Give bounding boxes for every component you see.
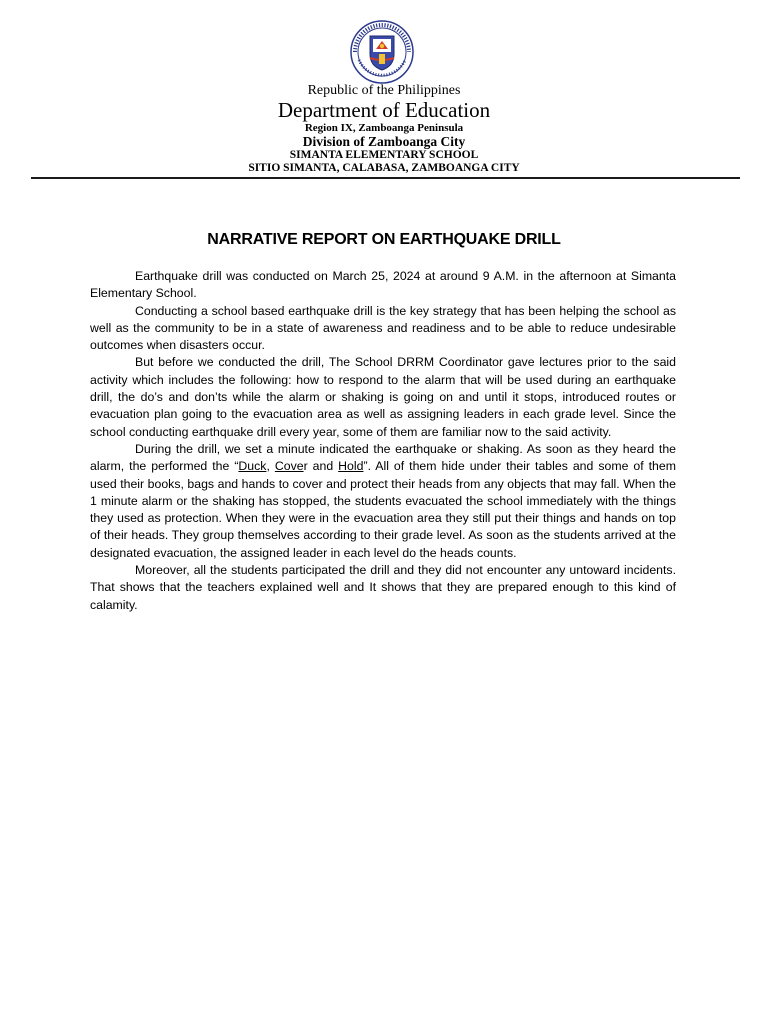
paragraph-4-separator: , [266, 459, 275, 474]
paragraph-3: But before we conducted the drill, The School DRRM Coordinator gave lectures prior to the said activity which includes the following: how to respond to the alarm that will be used during an earthquake drill, the do’s and don’ts while the alarm or shaking is going on and until it stops, introduced routes or evacuation plan going to the evacuation area as well as assigning leaders in each grade level. Since the school conducting earthquake drill every year, some of them are familiar now to the said activity. [90, 355, 676, 439]
paragraph-4 [90, 441, 676, 562]
report-body [90, 268, 676, 614]
cover-underlined-part: Cove [274, 459, 304, 474]
division-line: Division of Zamboanga City [302, 134, 466, 149]
paragraph-4-and: and [307, 459, 339, 474]
paragraph-4-text-start: During the drill, we set a minute indicated the earthquake or shaking. As soon as they heard the alarm, the performed the “ [90, 441, 676, 474]
school-name: SIMANTA ELEMENTARY SCHOOL [289, 149, 479, 161]
header-divider [31, 177, 740, 179]
region-line: Region IX, Zamboanga Peninsula [304, 122, 464, 134]
school-address: SITIO SIMANTA, CALABASA, ZAMBOANGA CITY [248, 162, 520, 174]
report-title: NARRATIVE REPORT ON EARTHQUAKE DRILL [207, 231, 561, 248]
deped-seal-logo [346, 20, 418, 84]
cover-last-letter: r [303, 459, 308, 474]
paragraph-4-text-end: ”. All of them hide under their tables and some of them used their books, bags and hands to cover and protect their heads from any objects that may fall. When the 1 minute alarm or the shaking has stopped, the students evacuated the school immediately with the things they used as protection. When they were in the evacuation area they still put their things and hands on top of their heads. They group themselves according to their grade level. As soon as the students arrived at the designated evacuation, the assigned leader in each level do the heads counts. [90, 459, 676, 560]
deped-seal-icon [346, 20, 418, 84]
republic-line: Republic of the Philippines [307, 83, 461, 98]
paragraph-2: Conducting a school based earthquake drill is the key strategy that has been helping the school as well as the community to be in a state of awareness and readiness and to be able to reduce undesirable outcomes when disasters occur. [90, 303, 676, 353]
paragraph-1: Earthquake drill was conducted on March 25, 2024 at around 9 A.M. in the afternoon at Simanta Elementary School. [90, 269, 676, 301]
hold-underlined-word: Hold [338, 459, 364, 474]
paragraph-5: Moreover, all the students participated the drill and they did not encounter any untoward incidents. That shows that the teachers explained well and It shows that they are prepared enough to this kind of calamity. [90, 563, 676, 612]
department-name: Department of Education [277, 98, 491, 122]
duck-underlined-word: Duck [238, 459, 267, 474]
